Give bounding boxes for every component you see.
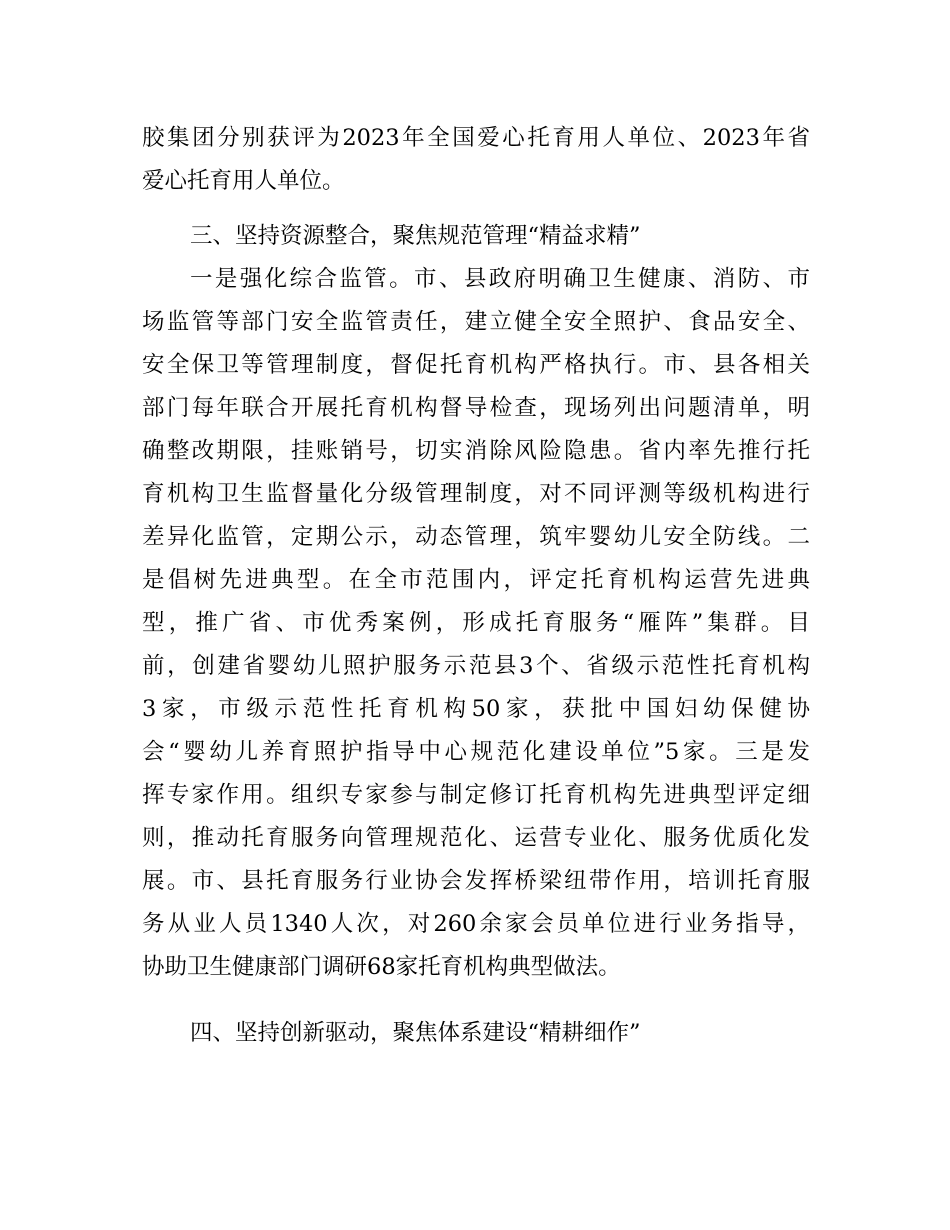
section-heading-4 <box>142 1012 810 1055</box>
paragraph-supervision <box>142 258 810 989</box>
heading-text: 三、坚持资源整合，聚焦规范管理“精益求精” <box>190 223 641 249</box>
paragraph-line: 展。市、县托育服务行业协会发挥桥梁纽带作用，培训托育服 <box>142 868 810 894</box>
paragraph-line: 安全保卫等管理制度，督促托育机构严格执行。市、县各相关 <box>142 352 810 378</box>
paragraph-line: 差异化监管，定期公示，动态管理，筑牢婴幼儿安全防线。二 <box>142 524 810 550</box>
paragraph-line: 则，推动托育服务向管理规范化、运营专业化、服务优质化发 <box>142 825 810 851</box>
paragraph-line: 务从业人员1340人次，对260余家会员单位进行业务指导， <box>142 911 810 937</box>
paragraph-line: 场监管等部门安全监管责任，建立健全安全照护、食品安全、 <box>142 309 810 335</box>
section-heading-3 <box>142 215 810 258</box>
paragraph-line: 胶集团分别获评为2023年全国爱心托育用人单位、2023年省 <box>142 125 810 151</box>
paragraph-line: 协助卫生健康部门调研68家托育机构典型做法。 <box>142 954 621 980</box>
paragraph-line: 确整改期限，挂账销号，切实消除风险隐患。省内率先推行托 <box>142 438 810 464</box>
paragraph-line: 会“婴幼儿养育照护指导中心规范化建设单位”5家。三是发 <box>142 739 810 765</box>
paragraph-award-units <box>142 117 810 203</box>
paragraph-line: 前，创建省婴幼儿照护服务示范县3个、省级示范性托育机构 <box>142 653 810 679</box>
paragraph-line: 3家，市级示范性托育机构50家，获批中国妇幼保健协 <box>142 696 810 722</box>
paragraph-line: 是倡树先进典型。在全市范围内，评定托育机构运营先进典 <box>142 567 810 593</box>
paragraph-line: 部门每年联合开展托育机构督导检查，现场列出问题清单，明 <box>142 395 810 421</box>
paragraph-line: 挥专家作用。组织专家参与制定修订托育机构先进典型评定细 <box>142 782 810 808</box>
heading-text: 四、坚持创新驱动，聚焦体系建设“精耕细作” <box>190 1020 641 1046</box>
paragraph-line: 一是强化综合监管。市、县政府明确卫生健康、消防、市 <box>190 266 810 292</box>
paragraph-line: 育机构卫生监督量化分级管理制度，对不同评测等级机构进行 <box>142 481 810 507</box>
paragraph-line: 型，推广省、市优秀案例，形成托育服务“雁阵”集群。目 <box>142 610 810 636</box>
paragraph-line: 爱心托育用人单位。 <box>142 168 345 194</box>
